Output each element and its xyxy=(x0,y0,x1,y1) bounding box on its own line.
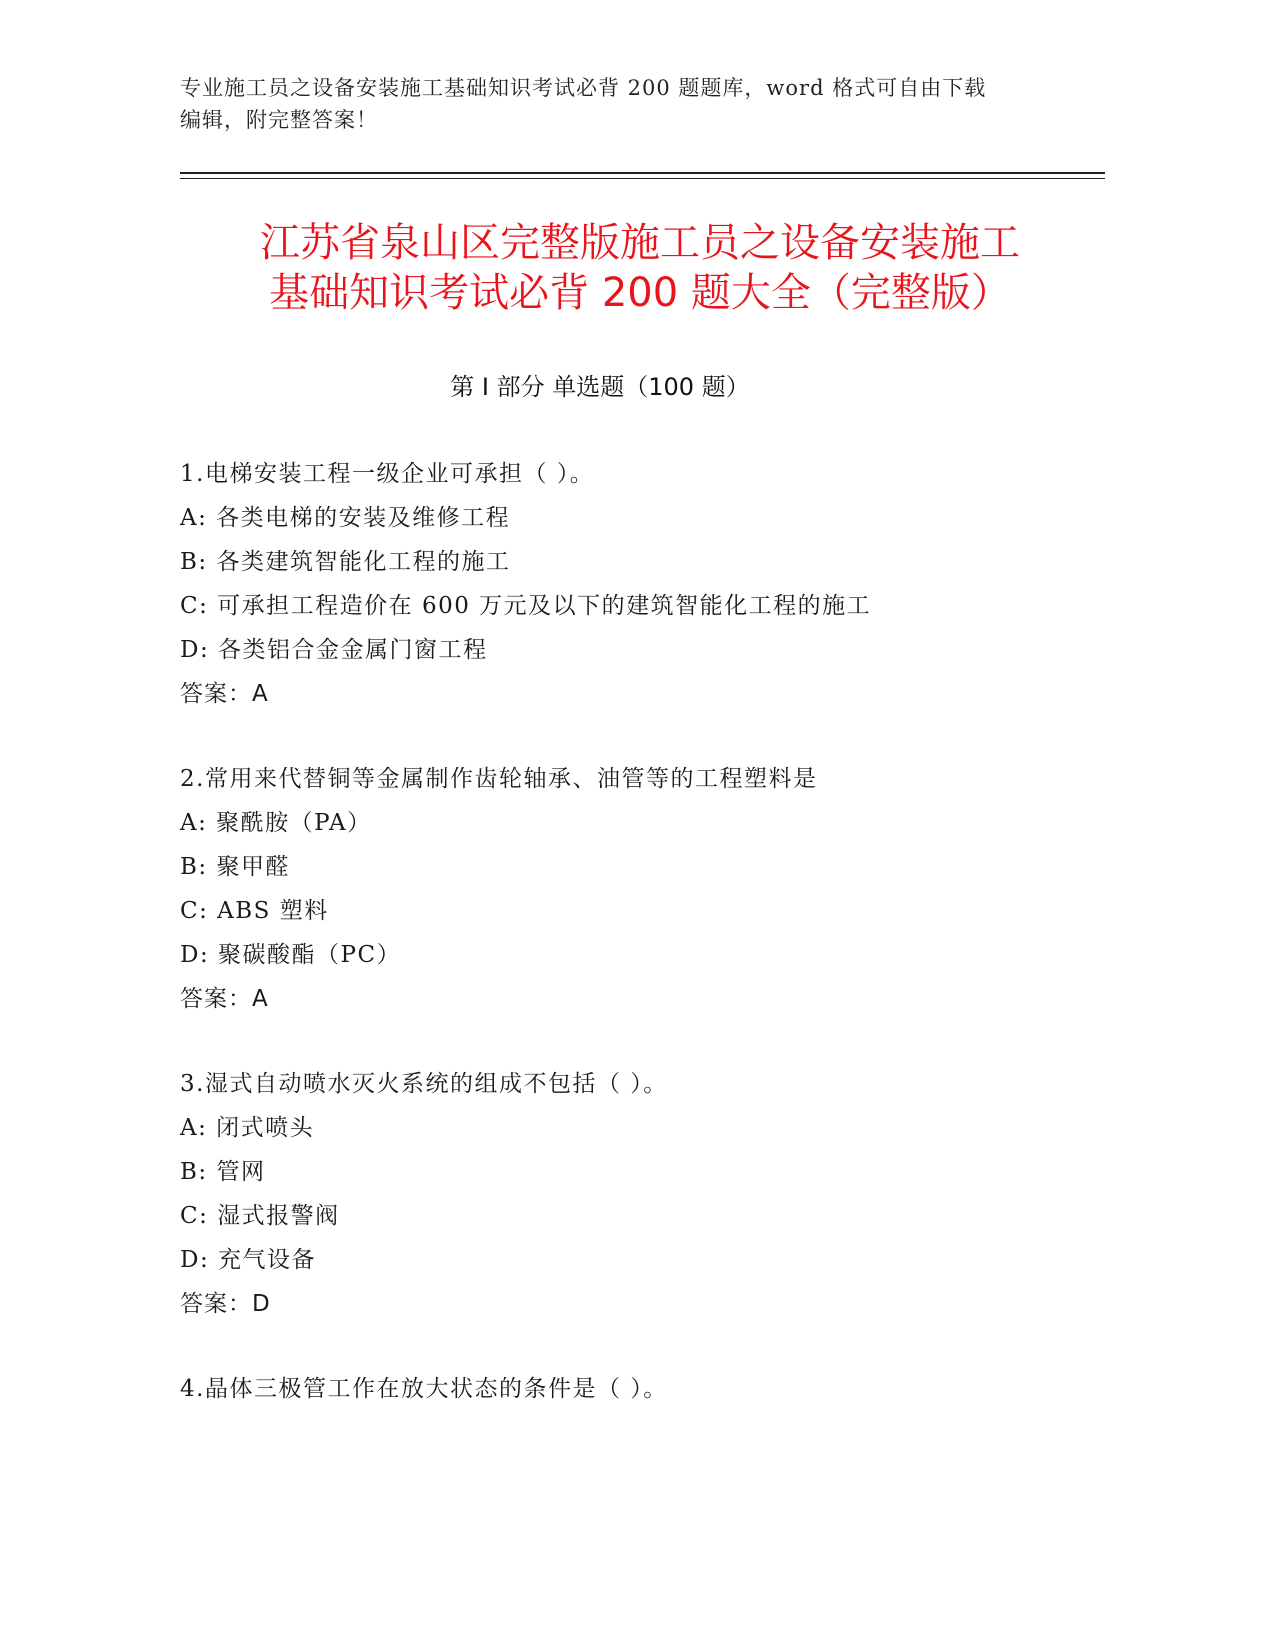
document-title-line-1: 江苏省泉山区完整版施工员之设备安装施工 xyxy=(260,220,1020,266)
option-d: D: 各类铝合金金属门窗工程 xyxy=(180,637,488,663)
question-3 xyxy=(180,1062,1110,1326)
option-c: C: 可承担工程造价在 600 万元及以下的建筑智能化工程的施工 xyxy=(180,593,872,619)
option-a: A: 闭式喷头 xyxy=(180,1115,315,1141)
section-title: 第 I 部分 单选题（100 题） xyxy=(450,373,750,401)
option-c: C: ABS 塑料 xyxy=(180,898,329,924)
question-stem: 3.湿式自动喷水灭火系统的组成不包括（ ）。 xyxy=(180,1071,668,1097)
header-note xyxy=(180,72,1060,136)
question-2 xyxy=(180,757,1110,1021)
header-divider-thick xyxy=(180,172,1105,174)
option-b: B: 管网 xyxy=(180,1159,266,1185)
question-1 xyxy=(180,452,1110,716)
header-note-line-1: 专业施工员之设备安装施工基础知识考试必背 200 题题库，word 格式可自由下载 xyxy=(180,76,987,100)
question-list xyxy=(180,452,1110,1452)
header-note-line-2: 编辑，附完整答案！ xyxy=(180,108,378,132)
option-b: B: 各类建筑智能化工程的施工 xyxy=(180,549,511,575)
document-title-line-2: 基础知识考试必背 200 题大全（完整版） xyxy=(269,270,1011,316)
option-d: D: 聚碳酸酯（PC） xyxy=(180,942,402,968)
header-divider-thin xyxy=(180,178,1105,179)
answer-label: 答案：A xyxy=(180,986,269,1012)
question-stem: 4.晶体三极管工作在放大状态的条件是（ ）。 xyxy=(180,1376,668,1402)
option-a: A: 各类电梯的安装及维修工程 xyxy=(180,505,511,531)
question-4 xyxy=(180,1367,1110,1411)
option-d: D: 充气设备 xyxy=(180,1247,317,1273)
answer-label: 答案：D xyxy=(180,1291,271,1317)
option-b: B: 聚甲醛 xyxy=(180,854,290,880)
answer-label: 答案：A xyxy=(180,681,269,707)
option-c: C: 湿式报警阀 xyxy=(180,1203,340,1229)
question-stem: 1.电梯安装工程一级企业可承担（ ）。 xyxy=(180,461,595,487)
option-a: A: 聚酰胺（PA） xyxy=(180,810,372,836)
question-stem: 2.常用来代替铜等金属制作齿轮轴承、油管等的工程塑料是 xyxy=(180,766,818,792)
document-title xyxy=(160,218,1120,318)
